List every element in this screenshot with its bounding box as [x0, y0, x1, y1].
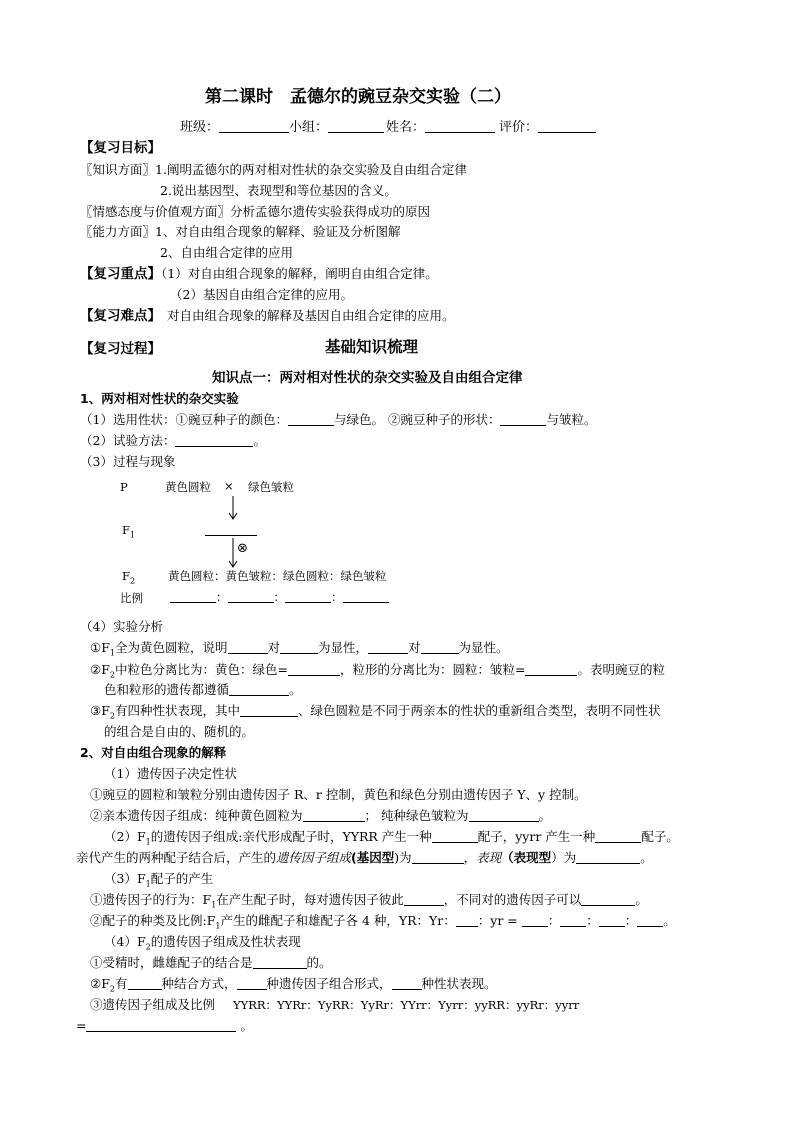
method-blank[interactable]: [175, 434, 253, 447]
f1-phenotype-blank[interactable]: [576, 851, 640, 864]
ratio-blanks: ： ： ：: [170, 589, 389, 605]
focus-item-1: 【复习重点】（1）对自由组合现象的解释，阐明自由组合定律。: [80, 266, 438, 282]
analysis-2: $②F_2$中粒色分离比为：黄色：绿色= ，粒形的分离比为：圆粒：皱粒= 。表明豌豆的粒: [90, 662, 665, 680]
goals-emotion: 〖情感态度与价值观方面〗分析孟德尔遗传实验获得成功的原因: [80, 204, 431, 219]
group-label: 小组：: [289, 120, 329, 135]
yellow-round-genotype-blank[interactable]: [303, 809, 365, 822]
s2-f1-composition: $(2)F_1$的遗传因子组成:亲代形成配子时，YYRR 产生一种 配子，yyrr 产生一种 配子。: [104, 829, 679, 847]
goals-ability-2: 2、自由组合定律的应用: [160, 245, 293, 260]
gamete-ratio-blank-4[interactable]: [637, 914, 663, 927]
s2-factor-title: （1）遗传因子决定性状: [104, 766, 237, 781]
s1-method: （2）试验方法： 。: [80, 433, 266, 448]
goals-knowledge-1: 〖知识方面〗1.阐明孟德尔的两对相对性状的杂交实验及自由组合定律: [80, 162, 467, 177]
combination-blank[interactable]: [128, 977, 162, 990]
p-parent-1: 黄色圆粒: [165, 480, 211, 494]
eval-label: 评价：: [499, 120, 539, 135]
gamete-type-blank[interactable]: [456, 914, 478, 927]
focus-heading: 【复习重点】: [80, 266, 161, 282]
goals-heading: 【复习目标】: [80, 140, 161, 156]
section-title: 基础知识梳理: [325, 338, 419, 356]
ratio-blank-4[interactable]: [343, 590, 389, 603]
dominant-blank-2[interactable]: [280, 641, 318, 654]
dominant-blank-1[interactable]: [228, 641, 268, 654]
separate-blank[interactable]: [404, 893, 444, 906]
combine-blank[interactable]: [581, 893, 635, 906]
s2-f2-title: $(4)F_2$的遗传因子组成及性状表现: [104, 934, 301, 952]
arrow-down-icon: [226, 496, 240, 522]
p-parent-2: 绿色皱粒: [248, 480, 294, 494]
class-label: 班级：: [180, 120, 220, 135]
s1-traits: （1）选用性状：①豌豆种子的颜色： 与绿色。 ②豌豆种子的形状： 与皱粒。: [80, 412, 597, 427]
f2-label: $F_2$: [122, 569, 136, 586]
law-blank[interactable]: [229, 683, 289, 696]
s1-analysis: （4）实验分析: [80, 619, 163, 634]
goals-ability-1: 〖能力方面〗1、对自由组合现象的解释、验证及分析图解: [80, 224, 401, 239]
f1-blank[interactable]: [205, 535, 257, 536]
ratio-blank-1[interactable]: [170, 590, 216, 603]
cross-symbol: ×: [224, 479, 234, 493]
s2-heading: 2、对自由组合现象的解释: [80, 745, 227, 760]
dominant-blank-3[interactable]: [368, 641, 408, 654]
gamete-ratio-blank-1[interactable]: [522, 914, 548, 927]
s2-f2-1: ①受精时，雌雄配子的结合是 的。: [90, 955, 332, 970]
yyrr-gamete-blank-2[interactable]: [595, 830, 641, 843]
goals-knowledge-2: 2.说出基因型、表现型和等位基因的含义。: [160, 183, 397, 198]
f1-label: $F_1$: [122, 523, 136, 540]
phenotype-count-blank[interactable]: [392, 977, 422, 990]
knowledge-point-1: 知识点一：两对相对性状的杂交实验及自由组合定律: [212, 370, 523, 386]
ratio-blank-2[interactable]: [228, 590, 274, 603]
random-blank[interactable]: [253, 956, 307, 969]
f2-phenotypes: 黄色圆粒：黄色皱粒：绿色圆粒：绿色皱粒: [168, 569, 387, 583]
recombinant-blank[interactable]: [240, 704, 298, 717]
dominant-blank-4[interactable]: [421, 641, 459, 654]
page-title: 第二课时 孟德尔的豌豆杂交实验（二）: [205, 87, 511, 107]
green-wrinkled-genotype-blank[interactable]: [469, 809, 539, 822]
s1-process: （3）过程与现象: [80, 454, 176, 469]
ratio-label: 比例: [120, 591, 143, 605]
name-blank[interactable]: [425, 120, 495, 133]
s2-factor-1: ①豌豆的圆粒和皱粒分别由遗传因子 R、r 控制，黄色和绿色分别由遗传因子 Y、y 控制。: [90, 787, 587, 802]
class-blank[interactable]: [219, 120, 289, 133]
s2-gamete-1: ①遗传因子的行为：$F_1$在产生配子时，每对遗传因子彼此 ，不同对的遗传因子可以 。: [90, 892, 648, 910]
shape-trait-blank[interactable]: [500, 413, 546, 426]
s2-f2-2: $②F_2$有 种结合方式， 种遗传因子组合形式， 种性状表现。: [90, 976, 497, 994]
analysis-1: $①F_1$全为黄色圆粒，说明 对 为显性， 对 为显性。: [90, 640, 509, 658]
s2-f2-4: = 。: [76, 1018, 253, 1033]
group-blank[interactable]: [328, 120, 384, 133]
name-label: 姓名：: [386, 120, 426, 135]
process-heading: 【复习过程】: [80, 341, 161, 357]
s1-heading: 1、两对相对性状的杂交实验: [80, 391, 239, 406]
focus-item-2: （2）基因自由组合定律的应用。: [170, 287, 353, 302]
shape-ratio-blank[interactable]: [525, 663, 577, 676]
difficulty-heading: 【复习难点】: [80, 308, 161, 324]
analysis-2b: 色和粒形的遗传都遵循 。: [104, 682, 302, 697]
self-cross-icon: ⊗: [237, 541, 248, 556]
f2-ratio-blank[interactable]: [86, 1019, 236, 1032]
eval-blank[interactable]: [538, 120, 596, 133]
analysis-3b: 的组合是自由的、随机的。: [104, 724, 255, 739]
color-ratio-blank[interactable]: [288, 663, 340, 676]
p-label: P: [120, 480, 128, 494]
student-info-line: [180, 120, 596, 136]
ratio-blank-3[interactable]: [285, 590, 331, 603]
s2-gamete-title: $(3)F_1$配子的产生: [104, 871, 214, 889]
analysis-3: $③F_2$有四种性状表现，其中 、绿色圆粒是不同于两亲本的性状的重新组合类型，表明不同性状: [90, 703, 661, 721]
s2-f2-3: ③遗传因子组成及比例 YYRR：YYRr：YyRR：YyRr：YYrr：Yyrr：yyRR：yyRr：yyrr: [90, 997, 580, 1012]
f1-genotype-blank[interactable]: [412, 851, 464, 864]
difficulty-line: 【复习难点】 对自由组合现象的解释及基因自由组合定律的应用。: [80, 308, 455, 324]
s2-gamete-2: ②配子的种类及比例$:F_1$产生的雌配子和雄配子各 4 种，YR：Yr： ：yr = ： ： ： 。: [90, 913, 676, 931]
s2-factor-2: ②亲本遗传因子组成：纯种黄色圆粒为 ； 纯种绿色皱粒为 。: [90, 808, 552, 823]
gamete-ratio-blank-3[interactable]: [599, 914, 625, 927]
genotype-count-blank[interactable]: [237, 977, 267, 990]
yyrr-gamete-blank-1[interactable]: [432, 830, 478, 843]
s2-f1-result: 亲代产生的两种配子结合后，产生的遗传因子组成(基因型)为 ，表现（表现型）为 。: [76, 850, 653, 865]
gamete-ratio-blank-2[interactable]: [560, 914, 586, 927]
color-trait-blank[interactable]: [288, 413, 334, 426]
